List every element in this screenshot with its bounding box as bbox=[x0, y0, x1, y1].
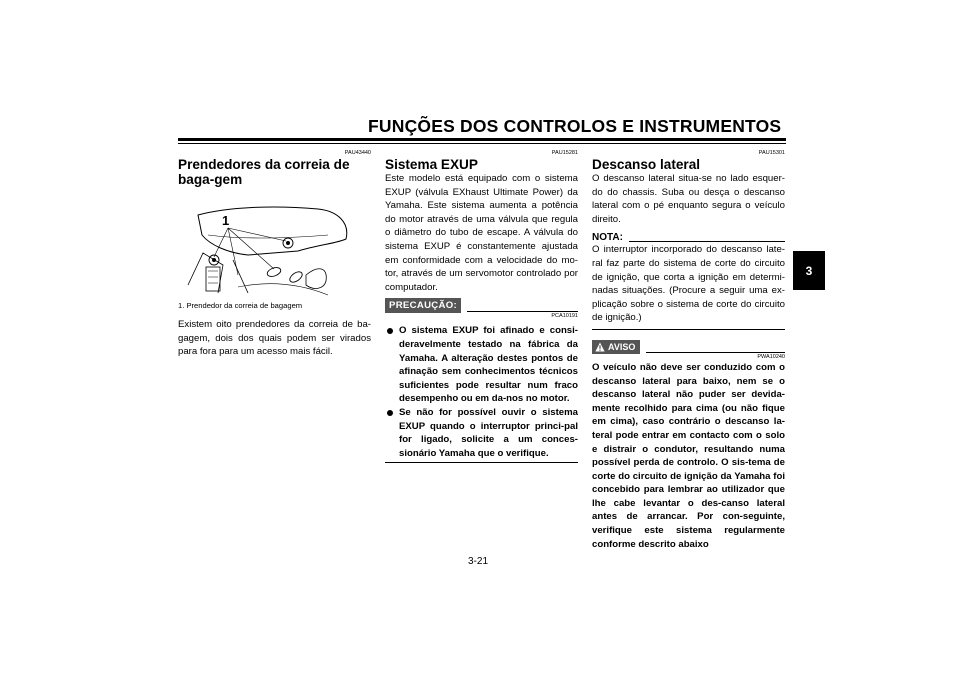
aviso-header bbox=[592, 340, 785, 354]
chapter-tab[interactable]: 3 bbox=[793, 251, 825, 290]
aviso-code: PWA10240 bbox=[757, 353, 785, 360]
page-title: FUNÇÕES DOS CONTROLOS E INSTRUMENTOS bbox=[368, 116, 782, 136]
precaution-label: PRECAUÇÃO: bbox=[385, 298, 461, 313]
section-heading: Prendedores da correia de baga-gem bbox=[178, 157, 350, 187]
precaution-rule bbox=[467, 311, 578, 312]
header-rule-thin bbox=[178, 143, 786, 144]
section-code: PAU15301 bbox=[758, 150, 785, 156]
nota-rule bbox=[629, 241, 785, 242]
nota-header bbox=[592, 232, 785, 243]
aviso-label: AVISO bbox=[608, 341, 636, 352]
aviso-badge bbox=[592, 340, 640, 354]
motorcycle-seat-illustration bbox=[178, 195, 354, 297]
column-exup-system bbox=[385, 150, 578, 463]
aviso-body: O veículo não deve ser conduzido com o descanso lateral para baixo, nem se o descanso lateral não puder ser devida-mente recolhido para cima (ou não fique em cima), caso contrário o descanso la-teral pode entrar em contacto com o solo e distrair o condutor, resultando numa possível perda de controlo. O sis-tema de corte do circuito de ignição da Yamaha foi concebido para lembrar ao utilizador que lhe cabe levantar o des-canso lateral antes de arrancar. Por con-seguinte, verifique este sistema regularmente conforme descrito abaixo bbox=[592, 361, 785, 550]
nota-label: NOTA: bbox=[592, 232, 623, 244]
column-luggage-strap-holders bbox=[178, 150, 371, 359]
bullet-icon bbox=[387, 328, 393, 334]
luggage-strap-figure bbox=[178, 195, 354, 297]
figure-callout-number: 1 bbox=[222, 213, 230, 228]
section-body: Existem oito prendedores da correia de ba-gagem, dois dos quais podem ser virados para fora para um acesso mais fácil. bbox=[178, 319, 371, 358]
section-heading: Descanso lateral bbox=[592, 157, 701, 172]
section-heading: Sistema EXUP bbox=[385, 157, 478, 172]
section-code: PAU15281 bbox=[551, 150, 578, 156]
bullet-icon bbox=[387, 410, 393, 416]
precaution-header bbox=[385, 298, 578, 313]
nota-end-rule bbox=[592, 329, 785, 330]
section-body: Este modelo está equipado com o sistema EXUP (válvula EXhaust Ultimate Power) da Yamaha. Este sistema aumenta a potência do motor através de uma válvula que regula o diâmetro do tubo de escape. A válvula do sistema EXUP é constantemente ajustada em conformidade com a velocidade do mo-tor, através de um servomotor controlado por computador. bbox=[385, 173, 578, 293]
list-item bbox=[385, 406, 578, 460]
nota-body: O interruptor incorporado do descanso late-ral faz parte do sistema de corte do circuito de ignição, que corta a ignição em determi-nadas situações. (Procure a seguir uma ex-plicação sobre o sistema de corte do circuito de ignição.) bbox=[592, 244, 785, 324]
precaution-list bbox=[385, 324, 578, 460]
section-code: PAU43440 bbox=[344, 150, 371, 156]
page-number: 3-21 bbox=[468, 556, 489, 567]
list-item-text: O sistema EXUP foi afinado e consi-deravelmente testado na fábrica da Yamaha. A alteração destes pontos de afinação sem conhecimentos técnicos suficientes pode resultar num fraco desempenho ou em da-nos no motor. bbox=[399, 325, 578, 405]
list-item-text: Se não for possível ouvir o sistema EXUP quando o interruptor princi-pal for ligado, solicite a um conces-sionário Yamaha que o verifique. bbox=[399, 406, 578, 459]
warning-icon bbox=[595, 342, 605, 352]
section-body: O descanso lateral situa-se no lado esquer-do do chassis. Suba ou desça o descanso lateral com o pé enquanto segura o veículo direito. bbox=[592, 173, 785, 225]
aviso-rule bbox=[646, 352, 785, 353]
figure-caption: 1. Prendedor da correia de bagagem bbox=[178, 301, 303, 310]
precaution-end-rule bbox=[385, 462, 578, 463]
header-rule-thick bbox=[178, 138, 786, 141]
list-item bbox=[385, 324, 578, 406]
precaution-code: PCA10191 bbox=[551, 313, 578, 320]
column-sidestand bbox=[592, 150, 785, 551]
